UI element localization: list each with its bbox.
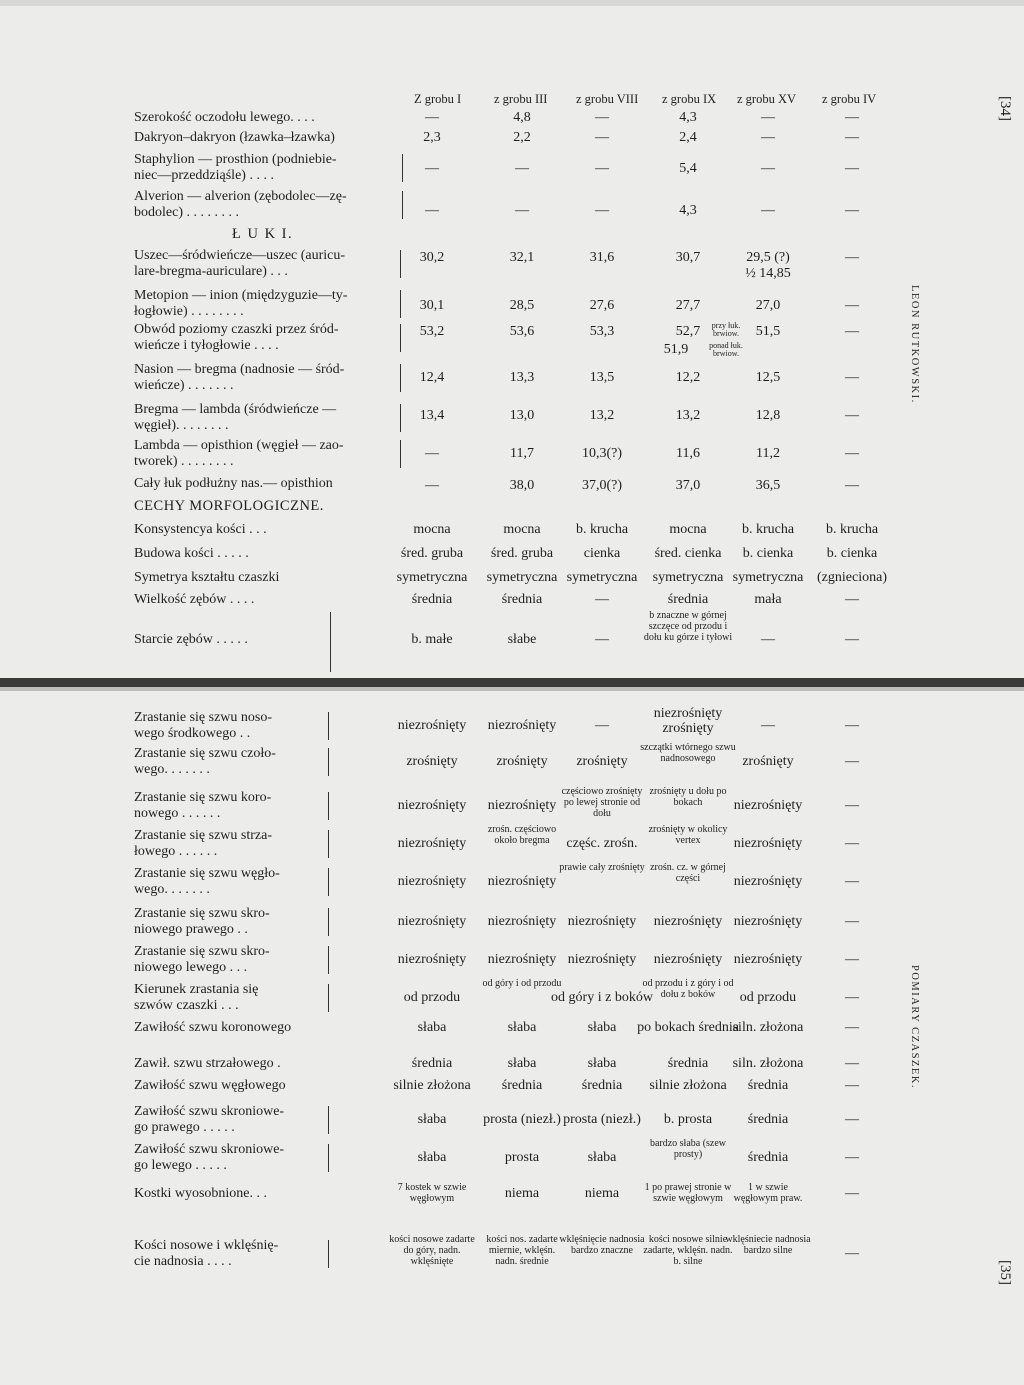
- row-label-bottom-2: Zrastanie się szwu koro- nowego . . . . . .: [134, 790, 272, 821]
- row-label-luki-4: Bregma — lambda (śródwieńcze — węgieł). . . . . . . .: [134, 402, 337, 433]
- cell-cechy-3-3: średnia: [667, 592, 709, 607]
- cell-luki-2-4: 51,5: [755, 324, 781, 339]
- cell-luki-3-2: 13,5: [589, 370, 615, 385]
- cell-cechy-0-3: mocna: [669, 522, 707, 537]
- cell-cechy-3-1: średnia: [501, 592, 543, 607]
- cell-bottom-10-1: średnia: [501, 1078, 543, 1093]
- section-luki: Ł U K I.: [232, 226, 294, 242]
- cell-bottom-10-0: silnie złożona: [393, 1078, 471, 1093]
- cell-bottom-4-1: niezrośnięty: [487, 874, 557, 889]
- row-label-top-1: Dakryon–dakryon (łzawka–łzawka): [134, 130, 335, 145]
- note-brow-arc: przy łuk. brwiow.: [711, 321, 741, 338]
- row-label-luki-6: Cały łuk podłużny nas.— opisthion: [134, 476, 333, 491]
- page-fold-separator: [0, 678, 1024, 687]
- brace-line: [328, 792, 329, 820]
- cell-bottom-12-5: —: [845, 1150, 859, 1165]
- cell-top-3-5: —: [845, 203, 859, 218]
- cell-bottom-0-5: —: [845, 718, 859, 733]
- col-header-2: z grobu III: [494, 92, 548, 106]
- cell-top-1-4: —: [761, 130, 775, 145]
- cell-bottom-14-0: kości nosowe zadarte do góry, nadn. wklęśnięte: [389, 1234, 475, 1267]
- cell-luki-5-0: —: [425, 446, 439, 461]
- cell-luki-5-2: 10,3(?): [581, 446, 623, 461]
- cell-bottom-14-1: kości nos. zadarte miernie, wklęśn. nadn. średnie: [486, 1234, 558, 1267]
- cell-luki-3-0: 12,4: [419, 370, 445, 385]
- cell-bottom-9-4: siln. złożona: [732, 1056, 804, 1071]
- brace-line: [328, 830, 329, 858]
- row-label-bottom-13: Kostki wyosobnione. . .: [134, 1186, 267, 1201]
- cell-luki-4-1: 13,0: [509, 408, 535, 423]
- cell-bottom-2-4: niezrośnięty: [733, 798, 803, 813]
- cell-bottom-11-3: b. prosta: [663, 1112, 713, 1127]
- brace-line: [328, 868, 329, 896]
- cell-bottom-1-5: —: [845, 754, 859, 769]
- col-header-6: z grobu IV: [822, 92, 877, 106]
- cell-top-1-1: 2,2: [513, 130, 531, 145]
- page-marker-top: [34]: [997, 96, 1013, 121]
- brace-line: [328, 748, 329, 776]
- cell-cechy-4-0: b. małe: [411, 632, 453, 647]
- cell-bottom-0-0: niezrośnięty: [397, 718, 467, 733]
- cell-bottom-4-4: niezrośnięty: [733, 874, 803, 889]
- cell-luki-2-2: 53,3: [589, 324, 615, 339]
- row-label-top-0: Szerokość oczodołu lewego. . . .: [134, 110, 315, 125]
- cell-cechy-3-4: mała: [754, 592, 782, 607]
- cell-cechy-2-4: symetryczna: [732, 570, 804, 585]
- cell-top-3-0: —: [425, 203, 439, 218]
- brace-line: [328, 1144, 329, 1172]
- row-label-cechy-3: Wielkość zębów . . . .: [134, 592, 255, 607]
- row-label-bottom-10: Zawiłość szwu węgłowego: [134, 1078, 286, 1093]
- cell-bottom-4-5: —: [845, 874, 859, 889]
- cell-luki-1-1: 28,5: [509, 298, 535, 313]
- cell-bottom-10-5: —: [845, 1078, 859, 1093]
- cell-bottom-11-4: średnia: [747, 1112, 789, 1127]
- cell-bottom-1-4: zrośnięty: [742, 754, 794, 769]
- cell-cechy-2-3: symetryczna: [652, 570, 724, 585]
- cell-cechy-0-1: mocna: [503, 522, 541, 537]
- cell-bottom-14-5: —: [845, 1246, 859, 1261]
- row-label-top-2: Staphylion — prosthion (podniebie- niec—przeddziąśle) . . . .: [134, 152, 337, 183]
- row-label-bottom-5: Zrastanie się szwu skro- niowego prawego . .: [134, 906, 270, 937]
- cell-cechy-2-5: (zgnieciona): [817, 570, 887, 585]
- cell-luki-3-5: —: [845, 370, 859, 385]
- cell-top-2-5: —: [845, 161, 859, 176]
- brace-line: [330, 612, 331, 672]
- cell-luki-5-1: 11,7: [510, 446, 534, 461]
- cell-luki-0-1: 32,1: [509, 250, 535, 265]
- cell-top-0-5: —: [845, 110, 859, 125]
- cell-top-0-0: —: [425, 110, 439, 125]
- cell-cechy-1-4: b. cienka: [742, 546, 794, 561]
- cell-luki-6-2: 37,0(?): [581, 478, 623, 493]
- row-label-bottom-4: Zrastanie się szwu węgło- wego. . . . . . .: [134, 866, 280, 897]
- cell-luki-2-3: 52,7: [675, 324, 701, 339]
- cell-top-3-1: —: [515, 203, 529, 218]
- cell-bottom-11-0: słaba: [417, 1112, 447, 1127]
- cell-bottom-7-5: —: [845, 990, 859, 1005]
- cell-cechy-0-4: b. krucha: [741, 522, 795, 537]
- top-edge: [0, 0, 1024, 6]
- row-label-bottom-3: Zrastanie się szwu strza- łowego . . . . . .: [134, 828, 272, 859]
- cell-bottom-8-3: po bokach średnia: [637, 1020, 739, 1035]
- cell-luki-0-2: 31,6: [589, 250, 615, 265]
- cell-bottom-14-3: kości nosowe silnie zadarte, wklęśn. nadn. b. silne: [643, 1234, 733, 1267]
- row-label-bottom-12: Zawiłość szwu skroniowe- go lewego . . . . .: [134, 1142, 285, 1173]
- cell-luki-1-0: 30,1: [419, 298, 445, 313]
- cell-cechy-4-5: —: [845, 632, 859, 647]
- row-label-luki-5: Lambda — opisthion (węgieł — zao- tworek) . . . . . . . .: [134, 438, 344, 469]
- row-label-luki-2: Obwód poziomy czaszki przez śród- wieńcze i tyłogłowie . . . .: [134, 322, 339, 353]
- cell-luki-4-2: 13,2: [589, 408, 615, 423]
- cell-top-2-4: —: [761, 161, 775, 176]
- cell-bottom-7-2: od góry i z boków: [551, 990, 653, 1005]
- cell-bottom-13-0: 7 kostek w szwie węgłowym: [397, 1182, 467, 1204]
- brace-line: [328, 946, 329, 974]
- cell-bottom-13-5: —: [845, 1186, 859, 1201]
- cell-top-1-5: —: [845, 130, 859, 145]
- row-label-bottom-6: Zrastanie się szwu skro- niowego lewego . . .: [134, 944, 270, 975]
- cell-bottom-12-0: słaba: [417, 1150, 447, 1165]
- cell-bottom-2-1: niezrośnięty: [487, 798, 557, 813]
- row-label-bottom-1: Zrastanie się szwu czoło- wego. . . . . . .: [134, 746, 276, 777]
- cell-bottom-9-0: średnia: [411, 1056, 453, 1071]
- cell-luki-4-3: 13,2: [675, 408, 701, 423]
- cell-bottom-12-2: słaba: [587, 1150, 617, 1165]
- cell-cechy-1-2: cienka: [583, 546, 621, 561]
- cell-luki-2-5: —: [845, 324, 859, 339]
- cell-bottom-9-3: średnia: [667, 1056, 709, 1071]
- cell-luki-3-1: 13,3: [509, 370, 535, 385]
- cell-luki-6-5: —: [845, 478, 859, 493]
- cell-cechy-4-4: —: [761, 632, 775, 647]
- cell-luki-4-0: 13,4: [419, 408, 445, 423]
- row-label-cechy-0: Konsystencya kości . . .: [134, 522, 267, 537]
- running-title-work: POMIARY CZASZEK.: [909, 965, 920, 1089]
- col-header-4: z grobu IX: [662, 92, 717, 106]
- cell-luki-6-0: —: [425, 478, 439, 493]
- cell-luki-0-5: —: [845, 250, 859, 265]
- cell-bottom-0-2: —: [595, 718, 609, 733]
- row-label-bottom-14: Kości nosowe i wklęśnię- cie nadnosia . . . .: [134, 1238, 279, 1269]
- cell-luki-6-3: 37,0: [675, 478, 701, 493]
- cell-luki-1-4: 27,0: [755, 298, 781, 313]
- cell-cechy-4-2: —: [595, 632, 609, 647]
- cell-bottom-9-1: słaba: [507, 1056, 537, 1071]
- cell-bottom-7-4: od przodu: [739, 990, 797, 1005]
- extra-value-circumference: 51,9: [663, 342, 689, 357]
- cell-luki-5-4: 11,2: [756, 446, 780, 461]
- row-label-bottom-7: Kierunek zrastania się szwów czaszki . . .: [134, 982, 259, 1013]
- cell-bottom-8-0: słaba: [417, 1020, 447, 1035]
- cell-bottom-2-2: częściowo zrośnięty po lewej stronie od dołu: [561, 786, 643, 819]
- cell-bottom-9-2: słaba: [587, 1056, 617, 1071]
- cell-bottom-3-1: zrośn. częściowo około bregma: [487, 824, 557, 846]
- cell-top-0-1: 4,8: [513, 110, 531, 125]
- cell-luki-3-3: 12,2: [675, 370, 701, 385]
- cell-bottom-1-3: szczątki wtórnego szwu nadnosowego: [640, 742, 736, 764]
- cell-cechy-0-2: b. krucha: [575, 522, 629, 537]
- brace-line: [328, 984, 329, 1012]
- section-cechy: CECHY MORFOLOGICZNE.: [134, 498, 324, 514]
- cell-bottom-5-0: niezrośnięty: [397, 914, 467, 929]
- cell-luki-2-1: 53,6: [509, 324, 535, 339]
- cell-bottom-8-5: —: [845, 1020, 859, 1035]
- cell-bottom-4-3: zrośn. cz. w górnej części: [650, 862, 726, 884]
- cell-bottom-5-4: niezrośnięty: [733, 914, 803, 929]
- cell-cechy-3-5: —: [845, 592, 859, 607]
- cell-bottom-2-5: —: [845, 798, 859, 813]
- cell-bottom-13-3: 1 po prawej stronie w szwie węgłowym: [644, 1182, 732, 1204]
- cell-bottom-2-3: zrośnięty u dołu po bokach: [649, 786, 727, 808]
- cell-bottom-6-4: niezrośnięty: [733, 952, 803, 967]
- cell-top-2-0: —: [425, 161, 439, 176]
- cell-bottom-5-2: niezrośnięty: [567, 914, 637, 929]
- cell-top-1-3: 2,4: [679, 130, 697, 145]
- running-title-author: LEON RUTKOWSKI.: [909, 285, 920, 404]
- cell-bottom-7-0: od przodu: [403, 990, 461, 1005]
- cell-luki-0-0: 30,2: [419, 250, 445, 265]
- cell-bottom-4-2: prawie cały zrośnięty: [559, 862, 645, 873]
- cell-bottom-9-5: —: [845, 1056, 859, 1071]
- row-label-luki-0: Uszec—śródwieńcze—uszec (auricu- lare-bregma-auriculare) . . .: [134, 248, 346, 279]
- cell-bottom-8-4: siln. złożona: [732, 1020, 804, 1035]
- cell-top-3-3: 4,3: [679, 203, 697, 218]
- cell-bottom-3-0: niezrośnięty: [397, 836, 467, 851]
- note-above-brow: ponad łuk. brwiow.: [709, 341, 743, 358]
- cell-bottom-12-4: średnia: [747, 1150, 789, 1165]
- cell-bottom-6-2: niezrośnięty: [567, 952, 637, 967]
- cell-top-1-0: 2,3: [423, 130, 441, 145]
- brace-line: [328, 712, 329, 740]
- cell-bottom-3-4: niezrośnięty: [733, 836, 803, 851]
- cell-bottom-13-1: niema: [504, 1186, 540, 1201]
- cell-top-3-4: —: [761, 203, 775, 218]
- cell-bottom-1-2: zrośnięty: [576, 754, 628, 769]
- row-label-bottom-8: Zawiłość szwu koronowego: [134, 1020, 292, 1035]
- cell-cechy-2-2: symetryczna: [566, 570, 638, 585]
- cell-top-2-3: 5,4: [679, 161, 697, 176]
- cell-cechy-1-5: b. cienka: [826, 546, 878, 561]
- cell-cechy-4-3: b znaczne w górnej szczęce od przodu i dołu ku górze i tyłowi: [643, 610, 733, 643]
- cell-bottom-6-5: —: [845, 952, 859, 967]
- cell-bottom-3-2: częśc. zrośn.: [566, 836, 638, 851]
- cell-bottom-2-0: niezrośnięty: [397, 798, 467, 813]
- cell-top-2-1: —: [515, 161, 529, 176]
- cell-bottom-0-3: niezrośnięty zrośnięty: [653, 706, 723, 736]
- cell-cechy-3-2: —: [595, 592, 609, 607]
- cell-top-0-3: 4,3: [679, 110, 697, 125]
- cell-bottom-6-1: niezrośnięty: [487, 952, 557, 967]
- cell-cechy-4-1: słabe: [507, 632, 537, 647]
- cell-bottom-8-2: słaba: [587, 1020, 617, 1035]
- row-label-bottom-11: Zawiłość szwu skroniowe- go prawego . . . . .: [134, 1104, 285, 1135]
- cell-bottom-10-4: średnia: [747, 1078, 789, 1093]
- extra-value-arc: ½ 14,85: [745, 266, 791, 281]
- cell-top-0-2: —: [595, 110, 609, 125]
- cell-bottom-3-5: —: [845, 836, 859, 851]
- col-header-5: z grobu XV: [737, 92, 797, 106]
- row-label-cechy-4: Starcie zębów . . . . .: [134, 632, 248, 647]
- cell-bottom-13-4: 1 w szwie węgłowym praw.: [733, 1182, 803, 1204]
- cell-bottom-4-0: niezrośnięty: [397, 874, 467, 889]
- cell-luki-2-0: 53,2: [419, 324, 445, 339]
- cell-bottom-5-5: —: [845, 914, 859, 929]
- cell-cechy-1-0: śred. gruba: [400, 546, 464, 561]
- col-header-1: Z grobu I: [414, 92, 462, 106]
- cell-bottom-11-5: —: [845, 1112, 859, 1127]
- cell-cechy-0-0: mocna: [413, 522, 451, 537]
- cell-cechy-2-0: symetryczna: [396, 570, 468, 585]
- cell-bottom-8-1: słaba: [507, 1020, 537, 1035]
- row-label-luki-3: Nasion — bregma (nadnosie — śród- wieńcze) . . . . . . .: [134, 362, 345, 393]
- cell-luki-0-3: 30,7: [675, 250, 701, 265]
- cell-luki-0-4: 29,5 (?): [746, 250, 790, 265]
- cell-luki-6-4: 36,5: [755, 478, 781, 493]
- cell-cechy-2-1: symetryczna: [486, 570, 558, 585]
- row-label-cechy-1: Budowa kości . . . . .: [134, 546, 249, 561]
- cell-bottom-7-3: od przodu i z góry i od dołu z boków: [642, 978, 734, 1000]
- cell-top-1-2: —: [595, 130, 609, 145]
- cell-cechy-1-1: śred. gruba: [490, 546, 554, 561]
- cell-bottom-1-0: zrośnięty: [406, 754, 458, 769]
- cell-bottom-13-2: niema: [584, 1186, 620, 1201]
- cell-luki-3-4: 12,5: [755, 370, 781, 385]
- page-marker-bottom: [35]: [997, 1260, 1013, 1285]
- cell-cechy-1-3: śred. cienka: [654, 546, 722, 561]
- cell-luki-4-4: 12,8: [755, 408, 781, 423]
- cell-top-3-2: —: [595, 203, 609, 218]
- brace-line: [328, 1240, 329, 1268]
- cell-bottom-10-3: silnie złożona: [649, 1078, 727, 1093]
- brace-line: [328, 1106, 329, 1134]
- cell-bottom-0-1: niezrośnięty: [487, 718, 557, 733]
- cell-luki-5-5: —: [845, 446, 859, 461]
- cell-bottom-11-1: prosta (niezł.): [483, 1112, 561, 1127]
- cell-luki-1-5: —: [845, 298, 859, 313]
- row-label-luki-1: Metopion — inion (międzyguzie—ty- łogłowie) . . . . . . . .: [134, 288, 348, 319]
- cell-luki-4-5: —: [845, 408, 859, 423]
- cell-bottom-14-4: wklęśniecie nadnosia bardzo silne: [725, 1234, 811, 1256]
- page-fold-shadow: [0, 687, 1024, 691]
- cell-bottom-7-1: od góry i od przodu: [482, 978, 562, 989]
- cell-bottom-0-4: —: [761, 718, 775, 733]
- cell-cechy-3-0: średnia: [411, 592, 453, 607]
- cell-bottom-1-1: zrośnięty: [496, 754, 548, 769]
- cell-luki-1-3: 27,7: [675, 298, 701, 313]
- row-label-bottom-0: Zrastanie się szwu noso- wego środkowego . .: [134, 710, 273, 741]
- cell-bottom-10-2: średnia: [581, 1078, 623, 1093]
- cell-top-0-4: —: [761, 110, 775, 125]
- cell-bottom-12-3: bardzo słaba (szew prosty): [649, 1138, 727, 1160]
- row-label-cechy-2: Symetrya kształtu czaszki: [134, 570, 280, 585]
- cell-top-2-2: —: [595, 161, 609, 176]
- cell-bottom-11-2: prosta (niezł.): [563, 1112, 641, 1127]
- cell-bottom-3-3: zrośnięty w okolicy vertex: [648, 824, 728, 846]
- cell-bottom-14-2: wklęśnięcie nadnosia bardzo znaczne: [559, 1234, 645, 1256]
- cell-bottom-6-3: niezrośnięty: [653, 952, 723, 967]
- cell-bottom-5-3: niezrośnięty: [653, 914, 723, 929]
- row-label-bottom-9: Zawił. szwu strzałowego .: [134, 1056, 281, 1071]
- col-header-3: z grobu VIII: [576, 92, 639, 106]
- cell-luki-6-1: 38,0: [509, 478, 535, 493]
- cell-luki-5-3: 11,6: [676, 446, 700, 461]
- cell-bottom-5-1: niezrośnięty: [487, 914, 557, 929]
- brace-line: [328, 908, 329, 936]
- cell-bottom-6-0: niezrośnięty: [397, 952, 467, 967]
- cell-bottom-12-1: prosta: [504, 1150, 540, 1165]
- cell-luki-1-2: 27,6: [589, 298, 615, 313]
- row-label-top-3: Alverion — alverion (zębodolec—zę- bodolec) . . . . . . . .: [134, 189, 347, 220]
- cell-cechy-0-5: b. krucha: [825, 522, 879, 537]
